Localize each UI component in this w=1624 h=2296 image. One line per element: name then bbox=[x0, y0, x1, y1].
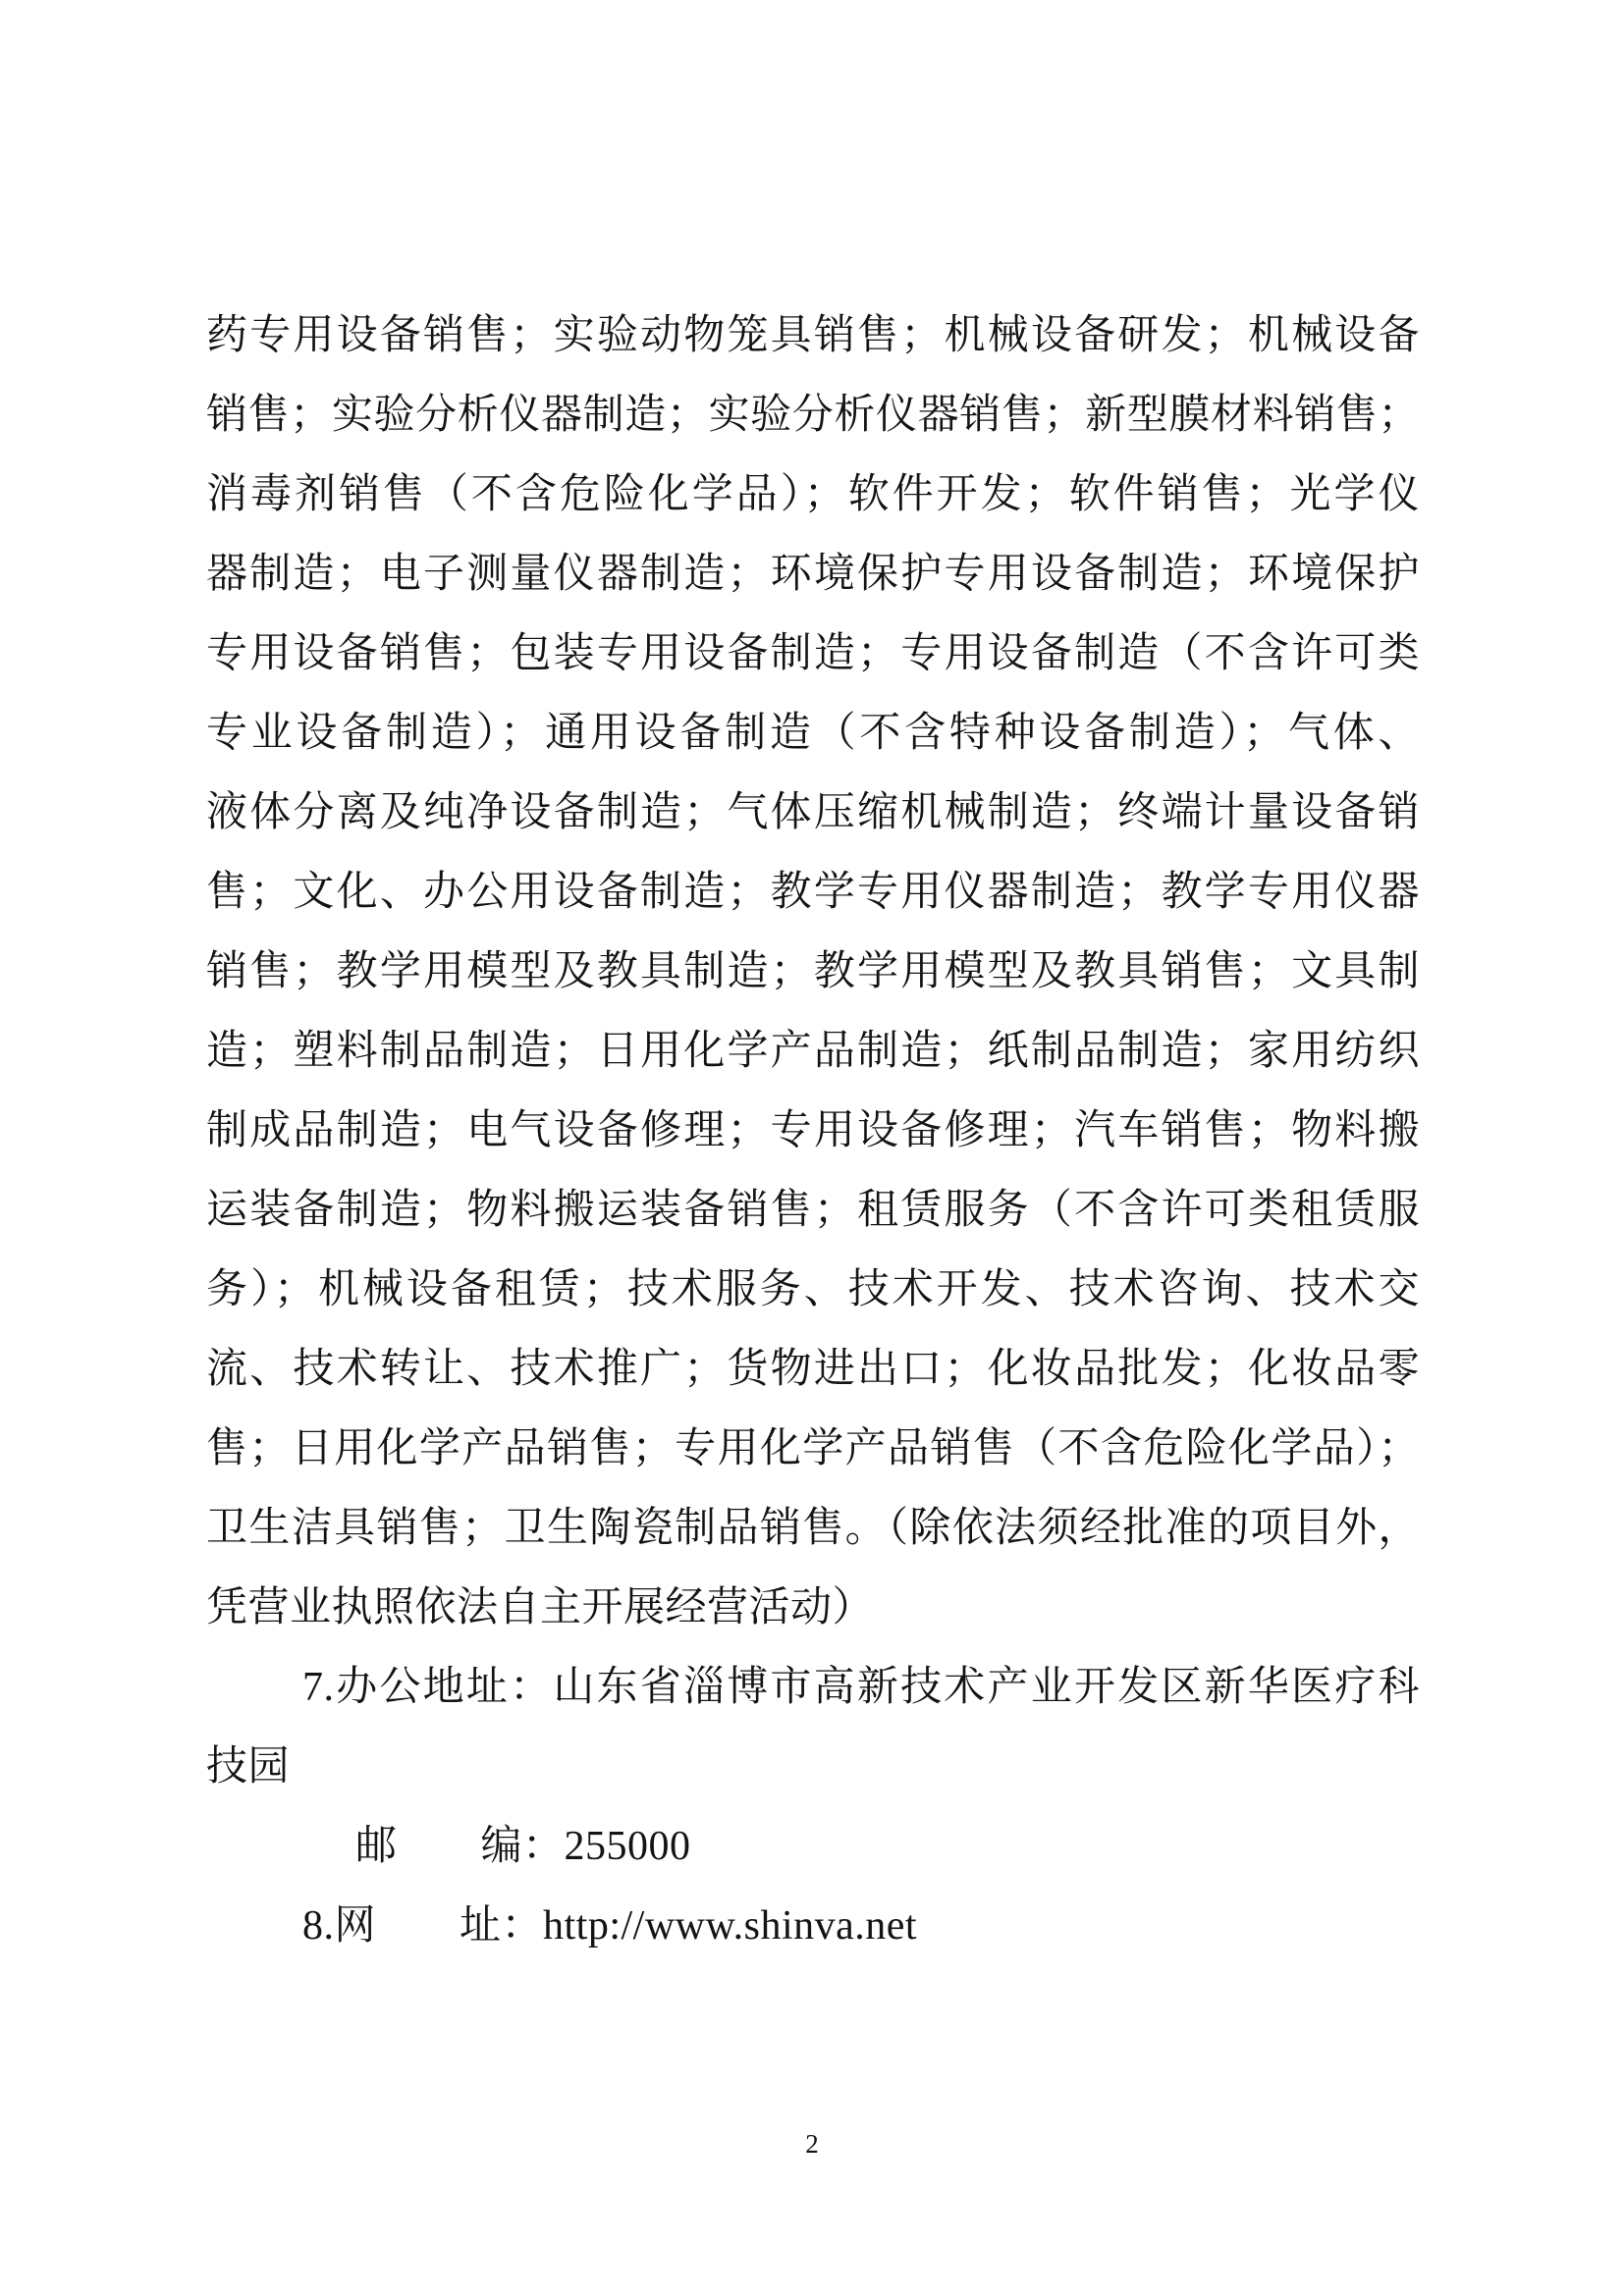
footer-page-number: 2 bbox=[805, 2129, 819, 2159]
text-line: 8.网 址：http://www.shinva.net bbox=[302, 1903, 918, 1949]
text-line: 技园 bbox=[206, 1744, 291, 1789]
text-line: 消毒剂销售（不含危险化学品）；软件开发；软件销售；光学仪 bbox=[206, 472, 1420, 517]
text-line: 专用设备销售；包装专用设备制造；专用设备制造（不含许可类 bbox=[206, 631, 1420, 676]
text-line: 7.办公地址：山东省淄博市高新技术产业开发区新华医疗科 bbox=[302, 1665, 1420, 1710]
text-line: 流、技术转让、技术推广；货物进出口；化妆品批发；化妆品零 bbox=[206, 1347, 1420, 1392]
text-line: 药专用设备销售；实验动物笼具销售；机械设备研发；机械设备 bbox=[206, 313, 1420, 358]
text-line: 销售；实验分析仪器制造；实验分析仪器销售；新型膜材料销售； bbox=[206, 393, 1420, 438]
text-line: 制成品制造；电气设备修理；专用设备修理；汽车销售；物料搬 bbox=[206, 1108, 1420, 1153]
text-line: 凭营业执照依法自主开展经营活动） bbox=[206, 1585, 875, 1630]
text-line: 务）；机械设备租赁；技术服务、技术开发、技术咨询、技术交 bbox=[206, 1267, 1420, 1312]
text-line: 卫生洁具销售；卫生陶瓷制品销售。（除依法须经批准的项目外， bbox=[206, 1506, 1420, 1551]
text-line: 液体分离及纯净设备制造；气体压缩机械制造；终端计量设备销 bbox=[206, 790, 1420, 835]
text-line: 售；文化、办公用设备制造；教学专用仪器制造；教学专用仪器 bbox=[206, 870, 1420, 915]
document-body bbox=[206, 296, 1420, 1966]
text-line: 造；塑料制品制造；日用化学产品制造；纸制品制造；家用纺织 bbox=[206, 1029, 1420, 1074]
text-line: 售；日用化学产品销售；专用化学产品销售（不含危险化学品）； bbox=[206, 1426, 1420, 1471]
text-line: 运装备制造；物料搬运装备销售；租赁服务（不含许可类租赁服 bbox=[206, 1188, 1420, 1233]
text-line: 专业设备制造）；通用设备制造（不含特种设备制造）；气体、 bbox=[206, 711, 1420, 756]
text-line: 器制造；电子测量仪器制造；环境保护专用设备制造；环境保护 bbox=[206, 552, 1420, 597]
text-line: 销售；教学用模型及教具制造；教学用模型及教具销售；文具制 bbox=[206, 949, 1420, 994]
text-line: 邮 编：255000 bbox=[355, 1824, 691, 1869]
